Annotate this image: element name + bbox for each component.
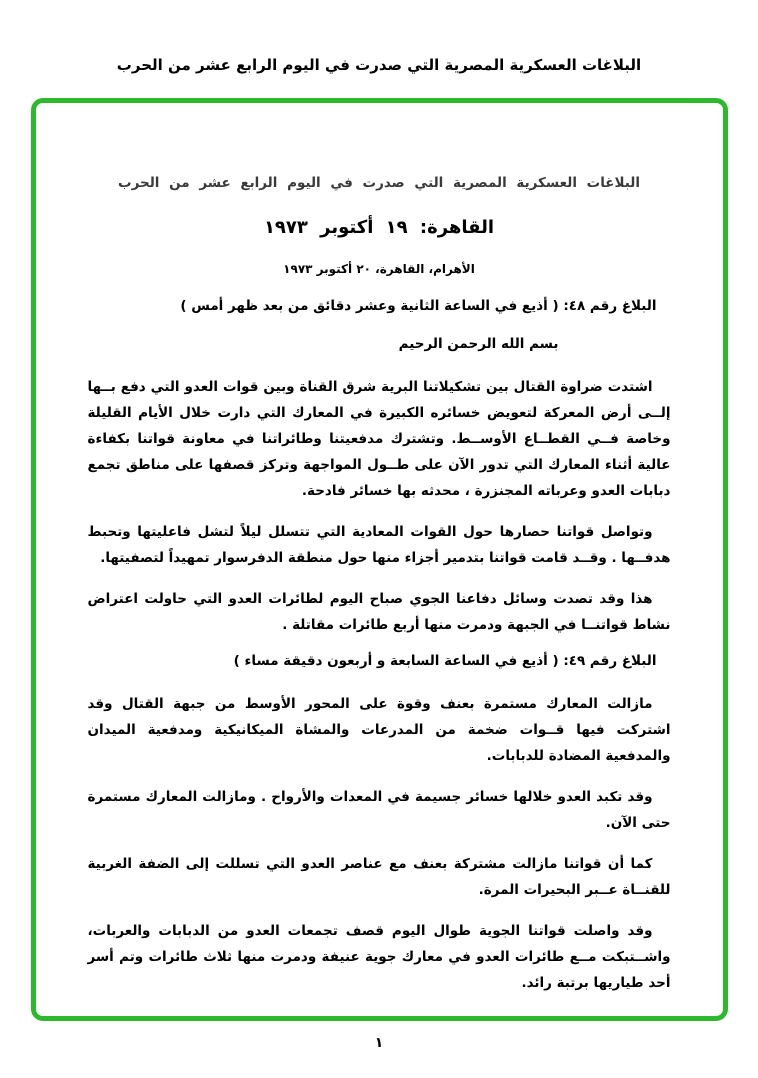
communique-48-heading: البلاغ رقم ٤٨: ( أذيع في الساعة الثانية وعشر دقائق من بعد ظهر أمس ) (180, 298, 657, 314)
basmala: بسم الله الرحمن الرحيم (398, 336, 559, 352)
communique-49-heading: البلاغ رقم ٤٩: ( أذيع في الساعة السابعة و أربعون دقيقة مساء ) (233, 653, 657, 669)
communique-48-paragraph-2: وتواصل قواتنا حصارها حول القوات المعادية التي تتسلل ليلاً لتشل فاعليتها وتحبط هدفــها . وقــد قامت قواتنا بتدمير أجزاء منها حول منطقة الدفرسوار تمهيداً لتصفيتها. (87, 524, 671, 566)
page-title: البلاغات العسكرية المصرية التي صدرت في اليوم الرابع عشر من الحرب (116, 56, 642, 74)
communique-49-paragraph-4: وقد واصلت قواتنا الجوية طوال اليوم قصف تجمعات العدو من الدبابات والعربات، واشــتبكت مــع طائرات العدو في معارك جوية عنيفة ودمرت منها ثلاث طائرات وتم أسر أحد طياريها برتبة رائد. (87, 923, 671, 991)
document-border (31, 98, 728, 1021)
document-title: البلاغات العسكرية المصرية التي صدرت في اليوم الرابع عشر من الحرب (118, 175, 640, 191)
communique-48-paragraph-3: هذا وقد تصدت وسائل دفاعنا الجوي صباح اليوم لطائرات العدو التي حاولت اعتراض نشاط قواتنــا في الجبهة ودمرت منها أربع طائرات مقاتلة . (87, 591, 671, 633)
dateline: القاهرة: ١٩ أكتوبر ١٩٧٣ (263, 217, 495, 238)
communique-48-paragraph-1: اشتدت ضراوة القتال بين تشكيلاتنا البرية شرق القناة وبين قوات العدو التي دفع بــها إلــى أرض المعركة لتعويض خسائره الكبيرة في المعارك التي دارت خلال الأيام القليلة وخاصة فــي القطــاع الأوســط. وتشترك مدفعيتنا وطائراتنا في معاونة قواتنا بكفاءة عالية أثناء المعارك التي تدور الآن على طــول المواجهة وتركز قصفها على مناطق تجمع دبابات العدو وعرباته المجنزرة ، محدثه بها خسائر فادحة. (87, 379, 671, 499)
communique-49-paragraph-3: كما أن قواتنا مازالت مشتركة بعنف مع عناصر العدو التي تسللت إلى الضفة الغربية للقنــاة عــبر البحيرات المرة. (87, 856, 671, 898)
communique-49-paragraph-2: وقد تكبد العدو خلالها خسائر جسيمة في المعدات والأرواح . ومازالت المعارك مستمرة حتى الآن. (87, 789, 671, 831)
source-citation: الأهرام، القاهرة، ٢٠ أكتوبر ١٩٧٣ (283, 262, 475, 276)
page-number: ١ (374, 1035, 384, 1051)
communique-49-paragraph-1: مازالت المعارك مستمرة بعنف وقوة على المحور الأوسط من جبهة القتال وقد اشتركت فيها قــوات ضخمة من المدرعات والمشاة الميكانيكية ومدفعية الميدان والمدفعية المضادة للدبابات. (87, 696, 671, 764)
